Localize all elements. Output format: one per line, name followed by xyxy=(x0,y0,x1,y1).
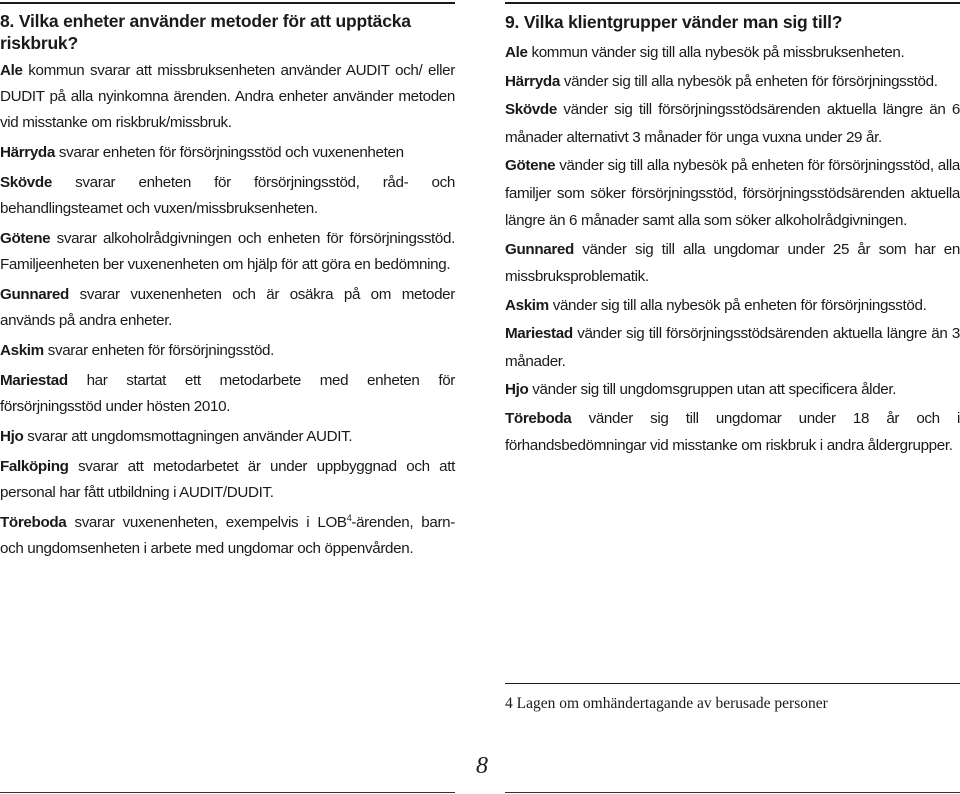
answer-text: vänder sig till alla nybesök på enheten för försörjningsstöd. xyxy=(548,296,927,314)
municipality-name: Hjo xyxy=(0,428,24,445)
answer-falkoping xyxy=(0,454,455,506)
answer-text: vänder sig till ungdomar under 18 år och i förhandsbedömningar vid misstanke om riskbruk i andra åldergrupper. xyxy=(505,409,960,454)
answer-text: svarar enheten för försörjningsstöd. xyxy=(43,342,275,359)
municipality-name: Mariestad xyxy=(0,372,68,389)
answer-gotene xyxy=(0,226,455,278)
answer-askim xyxy=(0,338,455,364)
bottom-rule-right xyxy=(505,792,960,793)
right-column xyxy=(505,0,960,461)
municipality-name: Falköping xyxy=(0,458,69,475)
top-rule-right xyxy=(505,2,960,4)
municipality-name: Töreboda xyxy=(505,409,572,427)
answer-text-continued: -ärenden, barn- och ungdomsenheten i arbete med ungdomar och öppenvården. xyxy=(0,514,455,557)
left-column xyxy=(0,0,455,566)
footnote-divider xyxy=(505,683,960,684)
answer-mariestad xyxy=(0,368,455,420)
municipality-name: Ale xyxy=(0,62,23,79)
answer-toreboda xyxy=(0,510,455,562)
answer-skovde xyxy=(505,96,960,151)
top-rule-left xyxy=(0,2,455,4)
municipality-name: Götene xyxy=(505,157,556,174)
municipality-name: Askim xyxy=(0,342,44,359)
bottom-rule-left xyxy=(0,792,455,793)
answer-text: vänder sig till ungdomsgruppen utan att specificera ålder. xyxy=(528,381,897,398)
answer-gunnared xyxy=(505,236,960,291)
answer-text: svarar enheten för försörjningsstöd, råd- och behandlingsteamet och vuxen/missbruksenheten. xyxy=(0,174,455,217)
answer-text: kommun vänder sig till alla nybesök på missbruksenheten. xyxy=(527,44,905,61)
answer-gunnared xyxy=(0,282,455,334)
answer-text: svarar vuxenenheten, exempelvis i LOB xyxy=(66,514,347,531)
municipality-name: Skövde xyxy=(0,174,52,191)
answer-toreboda xyxy=(505,405,960,460)
answer-text: vänder sig till alla nybesök på enheten för försörjningsstöd. xyxy=(559,72,938,90)
answer-mariestad xyxy=(505,320,960,375)
municipality-name: Skövde xyxy=(505,101,557,118)
answer-text: vänder sig till alla ungdomar under 25 år som har en missbruksproblematik. xyxy=(505,240,960,285)
answer-text: svarar att metodarbetet är under uppbyggnad och att personal har fått utbildning i AUDIT/DUDIT. xyxy=(0,458,455,501)
answer-text: svarar alkoholrådgivningen och enheten för försörjningsstöd. Familjeenheten ber vuxenenheten om hjälp för att göra en bedömning. xyxy=(0,230,455,273)
answer-text: vänder sig till alla nybesök på enheten för försörjningsstöd, alla familjer som söker försörjningsstöd, försörjningsstödsärenden aktuella längre än 6 månader samt alla som söker alkoholrådgivningen. xyxy=(505,157,960,229)
answer-hjo xyxy=(505,376,960,404)
municipality-name: Mariestad xyxy=(505,325,573,342)
footnote-reference: 4 xyxy=(346,513,352,523)
answer-text: svarar vuxenenheten och är osäkra på om metoder används på andra enheter. xyxy=(0,286,455,329)
municipality-name: Hjo xyxy=(505,381,529,398)
municipality-name: Gunnared xyxy=(0,286,69,303)
answer-text: svarar att ungdomsmottagningen använder AUDIT. xyxy=(23,428,353,445)
answer-harryda xyxy=(505,68,960,96)
answer-harryda xyxy=(0,140,455,166)
footnote: 4 Lagen om omhändertagande av berusade personer xyxy=(505,695,828,712)
answer-ale xyxy=(505,39,960,67)
municipality-name: Götene xyxy=(0,230,51,247)
page-number: 8 xyxy=(476,753,488,779)
answer-text: kommun svarar att missbruksenheten använder AUDIT och/ eller DUDIT på alla nyinkomna ärenden. Andra enheter använder metoden vid misstanke om riskbruk/missbruk. xyxy=(0,62,455,131)
municipality-name: Töreboda xyxy=(0,514,67,531)
answer-hjo xyxy=(0,424,455,450)
section-9-heading: 9. Vilka klientgrupper vänder man sig till? xyxy=(505,12,843,32)
answer-ale xyxy=(0,58,455,136)
municipality-name: Askim xyxy=(505,296,549,314)
answer-text: har startat ett metodarbete med enheten för försörjningsstöd under hösten 2010. xyxy=(0,372,455,415)
answer-askim xyxy=(505,292,960,320)
answer-skovde xyxy=(0,170,455,222)
answer-gotene xyxy=(505,152,960,235)
answer-text: vänder sig till försörjningsstödsärenden aktuella längre än 6 månader alternativt 3 månader för unga vuxna under 29 år. xyxy=(505,101,960,146)
municipality-name: Härryda xyxy=(0,144,55,161)
section-8-heading: 8. Vilka enheter använder metoder för att upptäcka riskbruk? xyxy=(0,11,411,53)
municipality-name: Gunnared xyxy=(505,240,574,258)
answer-text: vänder sig till försörjningsstödsärenden aktuella längre än 3 månader. xyxy=(505,325,960,370)
answer-text: svarar enheten för försörjningsstöd och vuxenenheten xyxy=(54,144,404,161)
municipality-name: Härryda xyxy=(505,72,560,90)
municipality-name: Ale xyxy=(505,44,528,61)
